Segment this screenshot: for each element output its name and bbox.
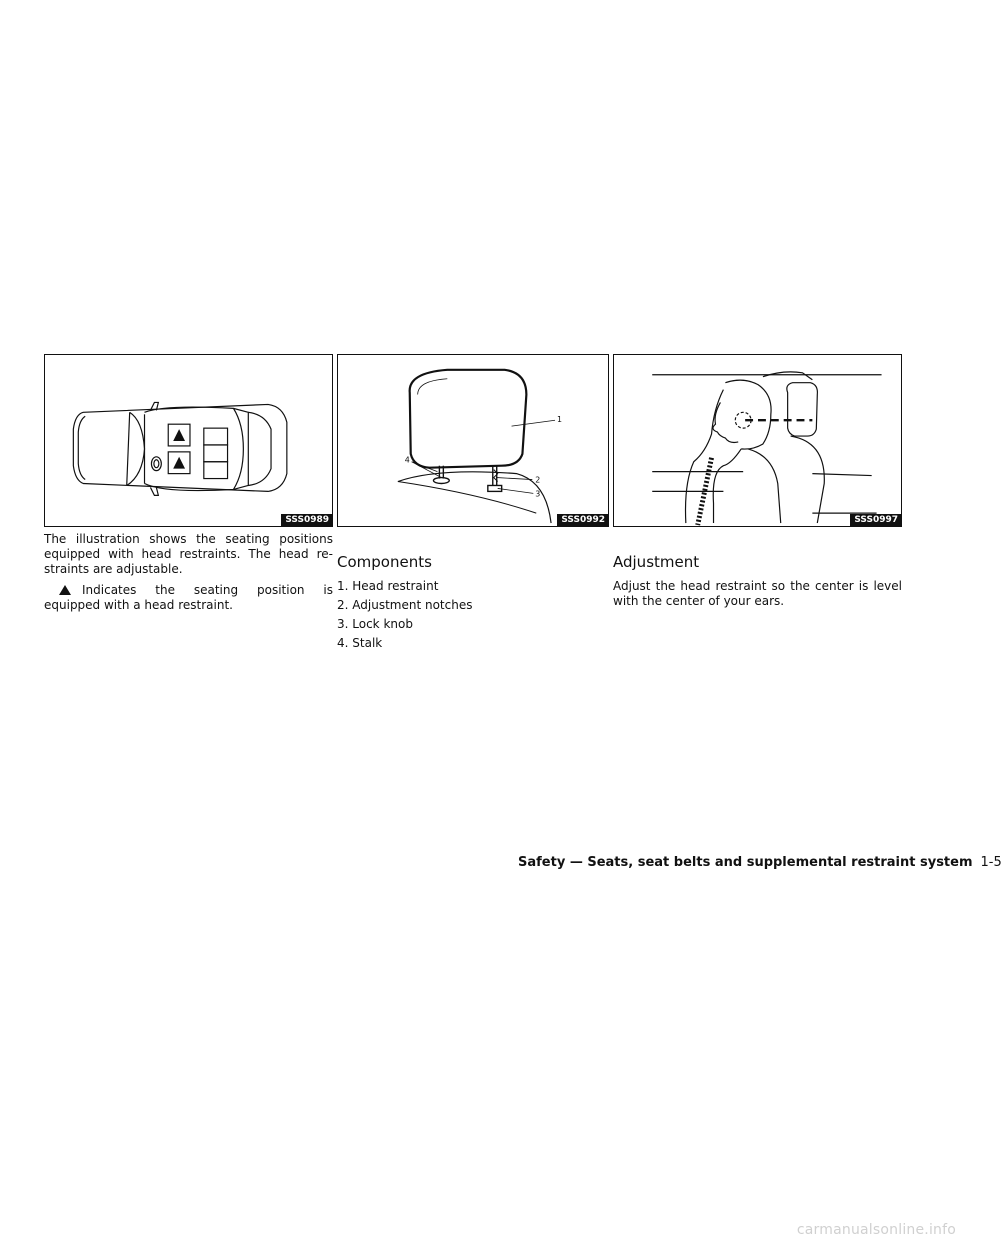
callout-4: 4: [404, 455, 410, 465]
figure-code: SSS0989: [281, 514, 332, 526]
adjustment-column: [613, 532, 902, 609]
triangle-up-icon: [58, 584, 72, 596]
adjustment-paragraph: Adjust the head restraint so the center is level with the center of your ears.: [613, 579, 902, 608]
components-list: [337, 579, 609, 651]
page-footer: [518, 855, 1002, 870]
list-item: 4. Stalk: [337, 636, 383, 650]
intro-paragraph: The illustration shows the seating positions equipped with head restraints. The head re-straints are adjustable.: [44, 532, 333, 576]
figure-head-restraint-adjustment: [613, 354, 902, 527]
legend-text-line1: Indicates the seating position is: [82, 583, 333, 597]
callout-1: 1: [557, 415, 563, 425]
car-top-view-illustration: [45, 355, 332, 526]
callout-2: 2: [535, 475, 541, 485]
figure-seating-positions: [44, 354, 333, 527]
head-restraint-components-illustration: [338, 355, 608, 526]
legend-text-line2: equipped with a head restraint.: [44, 598, 233, 612]
footer-section-title: Safety — Seats, seat belts and supplemental restraint system: [518, 855, 973, 870]
intro-column: [44, 532, 333, 613]
head-restraint-adjustment-illustration: [614, 355, 901, 526]
components-heading: Components: [337, 553, 432, 571]
list-item: 3. Lock knob: [337, 617, 413, 631]
watermark: carmanualsonline.info: [796, 1222, 956, 1238]
list-item: 2. Adjustment notches: [337, 598, 473, 612]
adjustment-heading: Adjustment: [613, 553, 700, 571]
legend-row: [44, 583, 333, 598]
figure-code: SSS0992: [557, 514, 608, 526]
callout-3: 3: [535, 489, 541, 499]
list-item: 1. Head restraint: [337, 579, 439, 593]
components-column: [337, 532, 609, 655]
page-number: 1-5: [980, 855, 1002, 870]
figure-code: SSS0997: [850, 514, 901, 526]
figure-head-restraint-components: [337, 354, 609, 527]
